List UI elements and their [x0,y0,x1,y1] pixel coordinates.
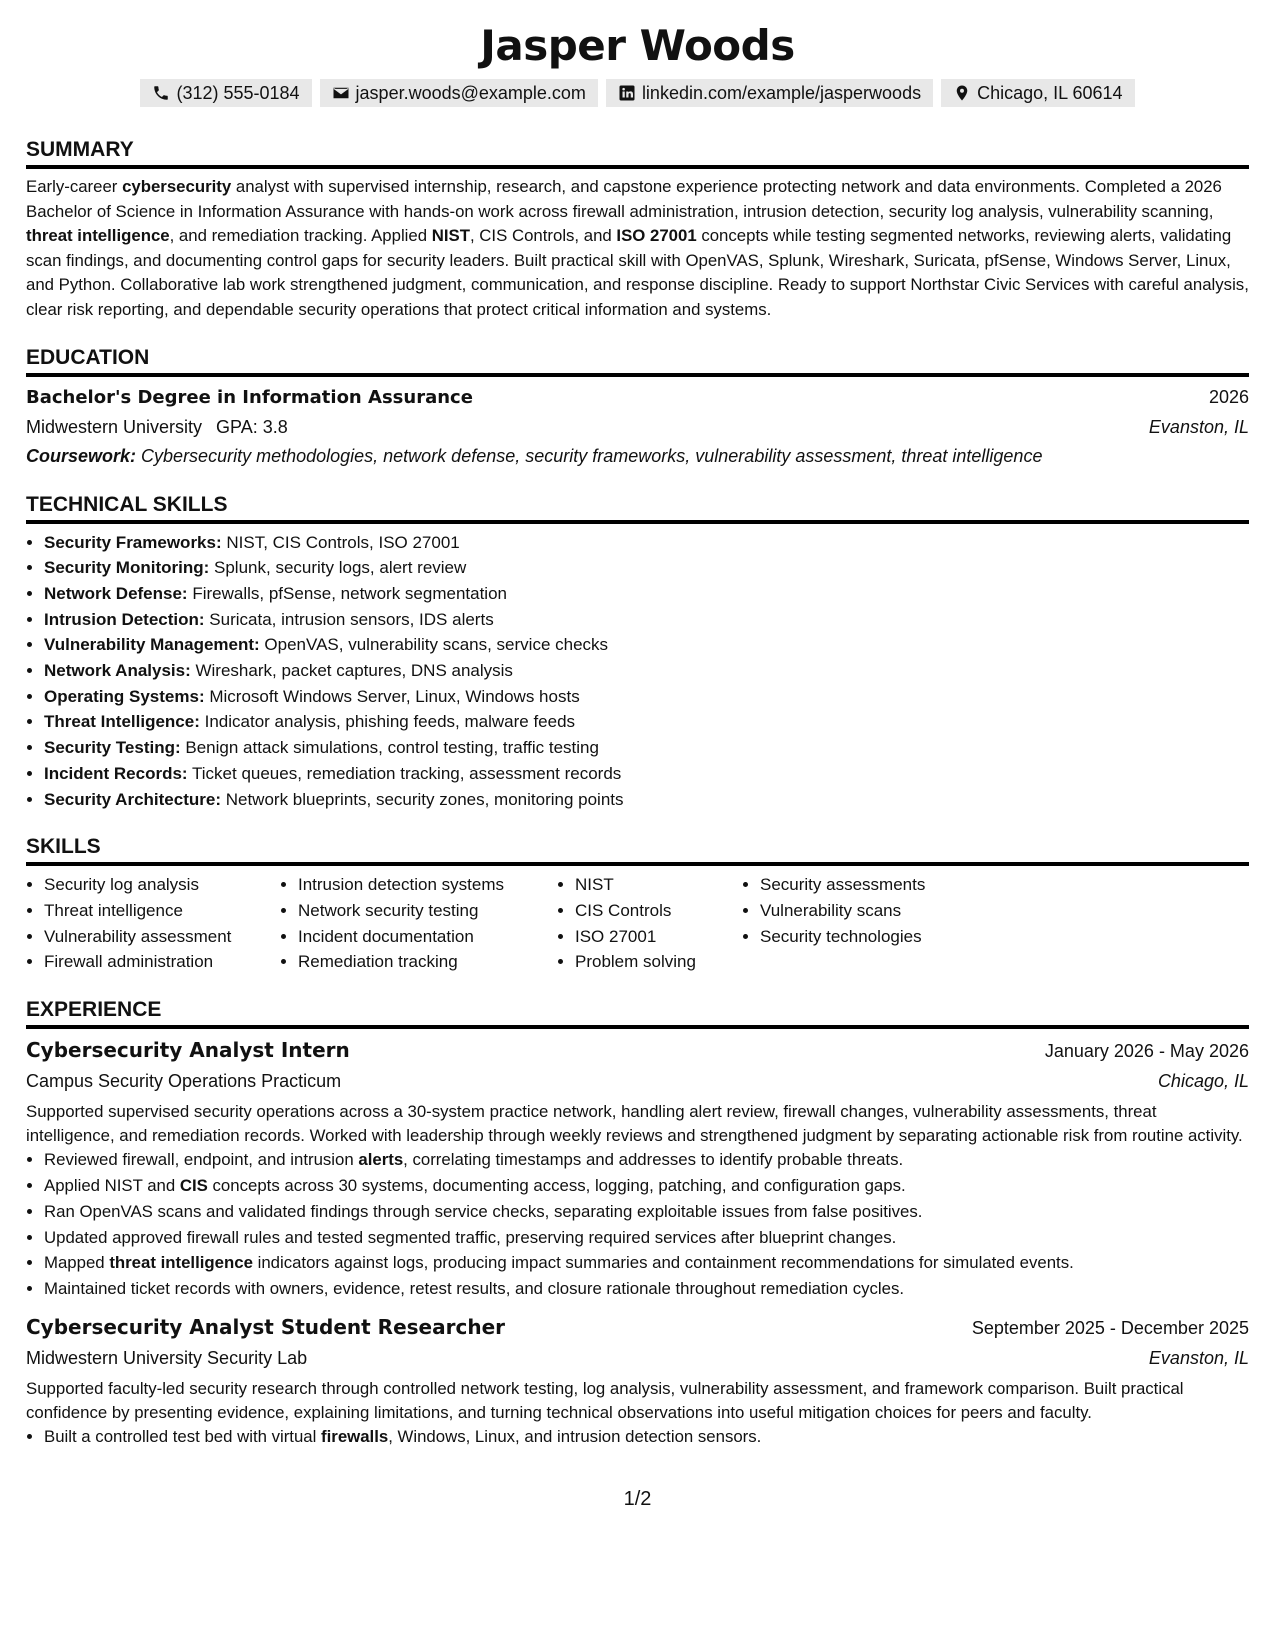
contact-bar [26,79,1249,107]
list-item: • Security assessments [760,872,1000,898]
list-item: • Network Defense: Firewalls, pfSense, network segmentation [44,581,1249,607]
list-item: • Incident Records: Ticket queues, remediation tracking, assessment records [44,761,1249,787]
education-degree-row [26,383,1249,412]
list-item: • Vulnerability scans [760,898,1000,924]
summary-text: Early-career cybersecurity analyst with supervised internship, research, and capstone experience protecting network and data environments. Completed a 2026 Bachelor of Science in Information Assurance with hands-on work across firewall administration, intrusion detection, security log analysis, vulnerability scanning, threat intelligence, and remediation tracking. Applied NIST, CIS Controls, and ISO 27001 concepts while testing segmented networks, reviewing alerts, validating scan findings, and documenting control gaps for security leaders. Built practical skill with OpenVAS, Splunk, Wireshark, Suricata, pfSense, Windows Server, Linux, and Python. Collaborative lab work strengthened judgment, communication, and response discipline. Ready to support Northstar Civic Services with careful analysis, clear risk reporting, and dependable security operations that protect critical information and systems. [26,177,1249,319]
skills-heading: SKILLS [26,834,1249,866]
linkedin-icon [618,84,636,102]
list-item: • Vulnerability assessment [44,924,280,950]
list-item: • Firewall administration [44,949,280,975]
list-item: • Network Analysis: Wireshark, packet captures, DNS analysis [44,658,1249,684]
education-coursework [26,442,1249,470]
list-item: • Maintained ticket records with owners, evidence, retest results, and closure rationale throughout remediation cycles. [44,1276,1249,1302]
map-pin-icon [953,84,971,102]
list-item: • Built a controlled test bed with virtual firewalls, Windows, Linux, and intrusion detection sensors. [44,1424,1249,1450]
contact-email[interactable] [320,79,598,107]
list-item: • Mapped threat intelligence indicators against logs, producing impact summaries and containment recommendations for simulated events. [44,1250,1249,1276]
education-year: 2026 [1208,386,1249,407]
job-description: Supported supervised security operations across a 30-system practice network, handling alert review, firewall changes, vulnerability assessments, threat intelligence, and remediation records. Worked with leadership through weekly reviews and strengthened judgment by separating actionable risk from routine activity. [26,1102,1243,1145]
list-item: • Vulnerability Management: OpenVAS, vulnerability scans, service checks [44,632,1249,658]
job-location: Chicago, IL [1157,1071,1249,1092]
phone-icon [152,84,170,102]
list-item: • NIST [575,872,742,898]
list-item: • Security Monitoring: Splunk, security logs, alert review [44,555,1249,581]
list-item: • Ran OpenVAS scans and validated findings through service checks, separating exploitable issues from false positives. [44,1199,1249,1225]
list-item: • Intrusion Detection: Suricata, intrusion sensors, IDS alerts [44,607,1249,633]
education-heading: EDUCATION [26,345,1249,377]
contact-linkedin-text: linkedin.com/example/jasperwoods [641,83,922,103]
job-dates: January 2026 - May 2026 [1044,1041,1249,1062]
envelope-icon [332,84,350,102]
candidate-name: Jasper Woods [480,21,795,70]
technical-skills-list [26,530,1249,813]
job-title: Cybersecurity Analyst Intern [26,1038,350,1063]
job-title: Cybersecurity Analyst Student Researcher [26,1315,505,1340]
list-item: • Threat Intelligence: Indicator analysis, phishing feeds, malware feeds [44,709,1249,735]
skills-grid [26,872,1249,975]
page-number: 1/2 [623,1488,652,1510]
list-item: • Security log analysis [44,872,280,898]
education-school: Midwestern University [26,416,203,437]
education-location: Evanston, IL [1148,416,1249,437]
summary-heading: SUMMARY [26,137,1249,169]
job-org-row [26,1343,1249,1373]
list-item: • CIS Controls [575,898,742,924]
contact-phone[interactable] [140,79,311,107]
experience-entry [26,1312,1249,1450]
list-item: • Threat intelligence [44,898,280,924]
list-item: • Security Architecture: Network blueprints, security zones, monitoring points [44,787,1249,813]
resume-page [26,18,1249,1450]
education-gpa: GPA: 3.8 [216,416,288,437]
list-item: • Remediation tracking [298,949,557,975]
list-item: • ISO 27001 [575,924,742,950]
experience-entry [26,1035,1249,1302]
list-item: • Problem solving [575,949,742,975]
skills-column [26,872,280,975]
education-degree: Bachelor's Degree in Information Assurance [26,386,473,408]
coursework-label: Coursework: [26,445,137,466]
list-item: • Security technologies [760,924,1000,950]
experience-heading: EXPERIENCE [26,997,1249,1029]
list-item: • Network security testing [298,898,557,924]
job-bullets [26,1147,1249,1302]
contact-linkedin[interactable] [606,79,933,107]
job-org: Campus Security Operations Practicum [26,1071,342,1092]
job-title-row [26,1312,1249,1343]
job-org-row [26,1066,1249,1096]
education-school-row [26,412,1249,442]
list-item: • Intrusion detection systems [298,872,557,898]
contact-location-text: Chicago, IL 60614 [977,83,1123,103]
list-item: • Operating Systems: Microsoft Windows Server, Linux, Windows hosts [44,684,1249,710]
skills-column [280,872,557,975]
job-org: Midwestern University Security Lab [26,1348,308,1369]
coursework-text: Cybersecurity methodologies, network defense, security frameworks, vulnerability assessment, threat intelligence [141,445,1043,466]
technical-skills-heading: TECHNICAL SKILLS [26,492,1249,524]
job-dates: September 2025 - December 2025 [971,1318,1249,1339]
list-item: • Security Frameworks: NIST, CIS Controls, ISO 27001 [44,530,1249,556]
list-item: • Applied NIST and CIS concepts across 30 systems, documenting access, logging, patching, and configuration gaps. [44,1173,1249,1199]
job-description: Supported faculty-led security research through controlled network testing, log analysis, vulnerability assessment, and framework comparison. Built practical confidence by presenting evidence, explaining limitations, and turning technical observations into useful mitigation choices for peers and faculty. [26,1379,1184,1422]
job-location: Evanston, IL [1148,1348,1249,1369]
contact-location [941,79,1134,107]
skills-column [742,872,1000,975]
list-item: • Reviewed firewall, endpoint, and intrusion alerts, correlating timestamps and addresses to identify probable threats. [44,1147,1249,1173]
list-item: • Updated approved firewall rules and tested segmented traffic, preserving required services after blueprint changes. [44,1225,1249,1251]
skills-column [557,872,742,975]
list-item: • Security Testing: Benign attack simulations, control testing, traffic testing [44,735,1249,761]
contact-email-text: jasper.woods@example.com [355,83,586,103]
list-item: • Incident documentation [298,924,557,950]
contact-phone-text: (312) 555-0184 [176,83,300,103]
job-bullets [26,1424,1249,1450]
job-title-row [26,1035,1249,1066]
